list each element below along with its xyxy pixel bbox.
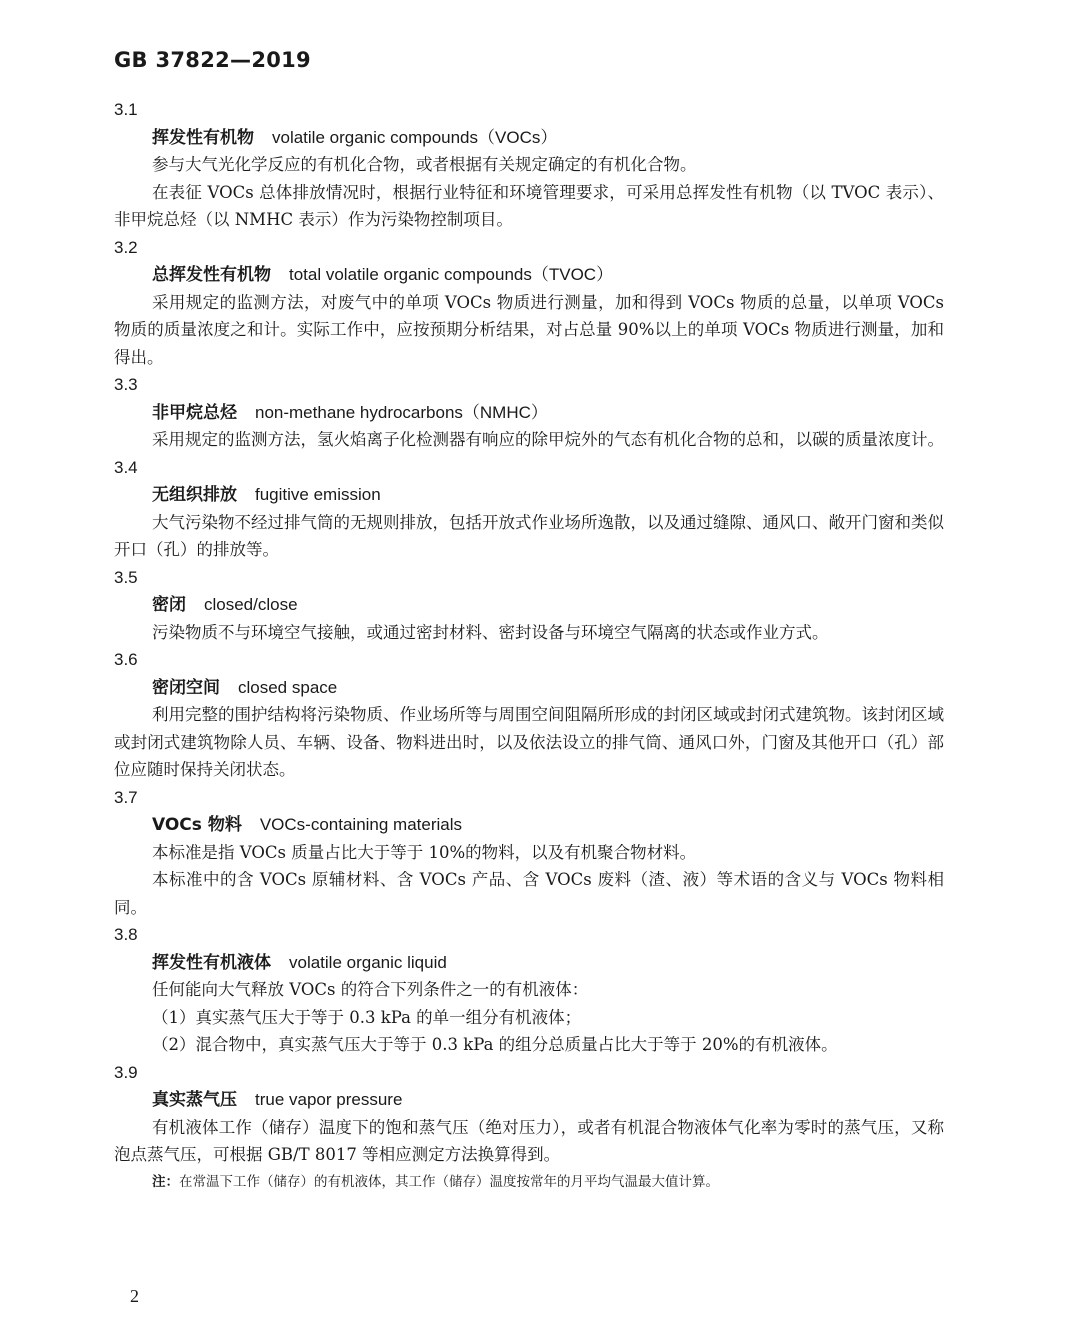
definition-paragraph: 大气污染物不经过排气筒的无规则排放，包括开放式作业场所逸散，以及通过缝隙、通风口、敞开门窗和类似开口（孔）的排放等。 [114, 512, 944, 559]
term-en: VOCs-containing materials [259, 815, 463, 834]
section-number: 3.1 [114, 100, 138, 119]
term-line [114, 399, 944, 427]
section-3-2 [114, 234, 944, 372]
term-line [114, 124, 944, 152]
section-number: 3.5 [114, 567, 138, 587]
definition-paragraph: 利用完整的围护结构将污染物质、作业场所等与周围空间阻隔所形成的封闭区域或封闭式建筑物。该封闭区域或封闭式建筑物除人员、车辆、设备、物料进出时，以及依法设立的排气筒、通风口外，门窗及其他开口（孔）部位应随时保持关闭状态。 [114, 705, 944, 779]
definition-paragraph: 污染物质不与环境空气接触，或通过密封材料、密封设备与环境空气隔离的状态或作业方式。 [152, 622, 829, 642]
term-line [114, 261, 944, 289]
section-number: 3.3 [114, 375, 138, 394]
term-en: closed space [238, 677, 338, 697]
list-item: （1）真实蒸气压大于等于 0.3 kPa 的单一组分有机液体； [152, 1007, 582, 1027]
term-line [114, 949, 944, 977]
section-number: 3.2 [114, 237, 138, 257]
term-en: total volatile organic compounds（TVOC） [289, 265, 614, 284]
definition-paragraph: 本标准中的含 VOCs 原辅材料、含 VOCs 产品、含 VOCs 废料（渣、液）等术语的含义与 VOCs 物料相同。 [114, 870, 944, 917]
term-line [114, 811, 944, 839]
section-3-9 [114, 1059, 944, 1195]
term-en: fugitive emission [255, 485, 381, 504]
definition-paragraph: 任何能向大气释放 VOCs 的符合下列条件之一的有机液体： [152, 980, 589, 999]
term-en: non-methane hydrocarbons（NMHC） [255, 402, 548, 422]
note-text: 在常温下工作（储存）的有机液体，其工作（储存）温度按常年的月平均气温最大值计算。 [179, 1173, 719, 1190]
term-zh: 挥发性有机液体 [152, 952, 271, 973]
term-zh: 无组织排放 [152, 485, 237, 505]
list-item: （2）混合物中，真实蒸气压大于等于 0.3 kPa 的组分总质量占比大于等于 20%的有机液体。 [152, 1035, 838, 1054]
section-number: 3.9 [114, 1062, 138, 1082]
definition-paragraph: 在表征 VOCs 总体排放情况时，根据行业特征和环境管理要求，可采用总挥发性有机物（以 TVOC 表示）、非甲烷总烃（以 NMHC 表示）作为污染物控制项目。 [114, 182, 944, 229]
definition-paragraph: 本标准是指 VOCs 质量占比大于等于 10%的物料，以及有机聚合物材料。 [152, 842, 697, 862]
definition-paragraph: 有机液体工作（储存）温度下的饱和蒸气压（绝对压力），或者有机混合物液体气化率为零时的蒸气压，又称泡点蒸气压，可根据 GB/T 8017 等相应测定方法换算得到。 [114, 1117, 944, 1164]
term-line [114, 674, 944, 702]
note [114, 1169, 944, 1195]
section-3-6 [114, 646, 944, 784]
term-zh: 密闭空间 [152, 677, 220, 698]
page-number: 2 [130, 1286, 139, 1306]
term-zh: 密闭 [152, 595, 186, 615]
section-number: 3.8 [114, 925, 138, 944]
term-zh: 非甲烷总烃 [152, 402, 237, 423]
term-line [114, 481, 944, 509]
term-en: true vapor pressure [255, 1090, 403, 1109]
section-3-4 [114, 454, 944, 564]
term-zh: 总挥发性有机物 [152, 265, 271, 285]
section-number: 3.4 [114, 457, 138, 477]
term-zh: 挥发性有机物 [152, 127, 254, 148]
term-en: volatile organic liquid [289, 952, 447, 972]
term-zh: 真实蒸气压 [152, 1090, 237, 1110]
section-3-1 [114, 96, 944, 234]
term-zh: VOCs 物料 [152, 815, 242, 835]
section-number: 3.6 [114, 650, 138, 669]
section-3-5 [114, 564, 944, 647]
definitions-list [114, 96, 944, 1195]
definition-paragraph: 采用规定的监测方法，对废气中的单项 VOCs 物质进行测量，加和得到 VOCs 物质的总量，以单项 VOCs 物质的质量浓度之和计。实际工作中，应按预期分析结果，对占总量 90%以上的单项 VOCs 物质进行测量，加和得出。 [114, 292, 944, 367]
definition-paragraph: 参与大气光化学反应的有机化合物，或者根据有关规定确定的有机化合物。 [152, 155, 697, 174]
term-line [114, 591, 944, 619]
section-number: 3.7 [114, 787, 138, 807]
term-line [114, 1086, 944, 1114]
term-en: closed/close [204, 595, 298, 614]
section-3-7 [114, 784, 944, 922]
document-code: GB 37822—2019 [114, 48, 311, 72]
section-3-3 [114, 371, 944, 454]
definition-paragraph: 采用规定的监测方法，氢火焰离子化检测器有响应的除甲烷外的气态有机化合物的总和，以碳的质量浓度计。 [152, 430, 944, 449]
section-3-8 [114, 921, 944, 1059]
term-en: volatile organic compounds（VOCs） [272, 127, 558, 147]
note-label: 注： [152, 1173, 179, 1190]
